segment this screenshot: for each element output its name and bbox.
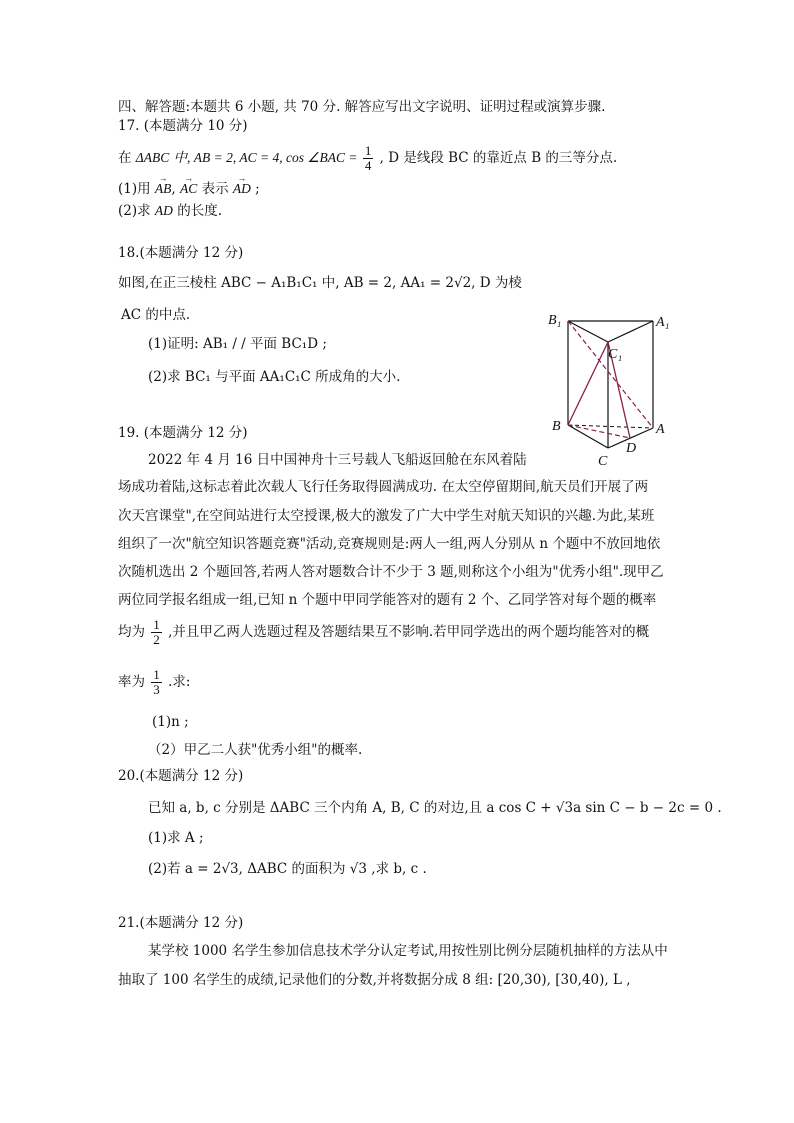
q17-part1-mid: 表示 (201, 181, 233, 197)
q19-third-numerator: 1 (153, 667, 160, 682)
prism-figure (540, 306, 680, 476)
label-c: C (598, 454, 608, 469)
q17-header: 17. (本题满分 10 分) (118, 118, 248, 134)
q19-fraction-half (151, 618, 162, 647)
label-d: D (626, 441, 637, 456)
q18-header: 18.(本题满分 12 分) (118, 245, 244, 261)
q17-stem-prefix: 在 (118, 150, 132, 166)
q17-part1-end: ; (255, 181, 260, 197)
vector-ac: → AC (180, 180, 197, 198)
q17-part2 (118, 202, 222, 220)
q19-half-denominator: 2 (153, 632, 160, 647)
q19-part2: （2）甲乙二人获"优秀小组"的概率. (148, 742, 363, 758)
q17-part1 (118, 180, 260, 198)
label-a1: A₁ (656, 315, 670, 330)
q19-line7 (118, 614, 649, 650)
q17-part2-prefix: (2)求 (118, 203, 155, 219)
q21-header: 21.(本题满分 12 分) (118, 915, 244, 931)
label-b: B (552, 419, 561, 434)
q19-line2: 场成功着陆,这标志着此次载人飞行任务取得圆满成功. 在太空停留期间,航天员们开展了两 (118, 479, 649, 495)
q20-header: 20.(本题满分 12 分) (118, 768, 244, 784)
q17-stem-middle: 中, AB = 2, AC = 4, cos ∠BAC = (173, 150, 361, 165)
edge-b-a-hidden (568, 425, 653, 428)
label-c1: C₁ (608, 347, 623, 362)
section-header: 四、解答题:本题共 6 小题, 共 70 分. 解答应写出文字说明、证明过程或演算步骤. (118, 99, 606, 115)
q19-fraction-third (151, 668, 162, 697)
q19-half-numerator: 1 (153, 617, 160, 632)
q17-stem-suffix: , D 是线段 BC 的靠近点 B 的三等分点. (379, 150, 618, 166)
q17-fraction (363, 144, 374, 173)
label-b1: B₁ (548, 313, 562, 328)
q18-part2: (2)求 BC₁ 与平面 AA₁C₁C 所成角的大小. (148, 369, 401, 385)
q19-header: 19. (本题满分 12 分) (118, 425, 248, 441)
q17-part1-prefix: (1)用 (118, 181, 151, 197)
q17-frac-numerator: 1 (364, 143, 372, 158)
q19-line6: 两位同学报名组成一组,已知 n 个题中甲同学能答对的题有 2 个、乙同学答对每个题的概率 (118, 592, 657, 608)
q19-part1: (1)n ; (152, 714, 189, 730)
q20-part2: (2)若 a = 2√3, ΔABC 的面积为 √3 ,求 b, c . (148, 861, 427, 877)
q19-line7-prefix: 均为 (118, 624, 145, 640)
edge-b1-c1 (568, 321, 608, 342)
q21-line2: 抽取了 100 名学生的成绩,记录他们的分数,并将数据分成 8 组: [20,30), [30,40), L , (118, 972, 631, 988)
q19-line4: 组织了一次"航空知识答题竞赛"活动,竞赛规则是:两人一组,两人分别从 n 个题中不放回地依 (118, 536, 661, 552)
q18-part1: (1)证明: AB₁ / / 平面 BC₁D ; (148, 336, 327, 352)
q17-stem-triangle: ΔABC (135, 150, 170, 165)
q19-line8-prefix: 率为 (118, 674, 145, 690)
vector-ab: → AB (155, 180, 172, 198)
edge-a1-c1 (608, 321, 653, 342)
q19-line5: 次随机选出 2 个题回答,若两人答对题数合计不少于 3 题,则称这个小组为"优秀小组".现甲乙 (118, 564, 664, 580)
q18-stem-line2: AC 的中点. (121, 307, 191, 323)
vector-ad: → AD (233, 180, 251, 198)
q18-stem-line1: 如图,在正三棱柱 ABC − A₁B₁C₁ 中, AB = 2, AA₁ = 2√2, D 为棱 (118, 275, 522, 291)
line-c1-b (568, 342, 608, 425)
q19-third-denominator: 3 (153, 682, 160, 697)
q19-line8-suffix: .求: (168, 674, 191, 690)
q20-part1: (1)求 A ; (148, 830, 204, 846)
q17-part1-comma: , (171, 181, 181, 197)
q17-part2-var: AD (154, 203, 173, 218)
q17-frac-denominator: 4 (364, 158, 372, 173)
q19-line1: 2022 年 4 月 16 日中国神舟十三号载人飞船返回舱在东风着陆 (148, 452, 527, 468)
q19-line3: 次天宫课堂",在空间站进行太空授课,极大的激发了广大中学生对航天知识的兴趣.为此,某班 (118, 508, 655, 524)
label-a: A (656, 422, 665, 437)
q19-line8 (118, 664, 190, 700)
q21-line1: 某学校 1000 名学生参加信息技术学分认定考试,用按性别比例分层随机抽样的方法从中 (148, 943, 668, 959)
q19-line7-suffix: ,并且甲乙两人选题过程及答题结果互不影响.若甲同学选出的两个题均能答对的概 (168, 624, 650, 640)
line-b1-a-dashed (568, 321, 653, 428)
q20-stem: 已知 a, b, c 分别是 ΔABC 三个内角 A, B, C 的对边,且 a cos C + √3a sin C − b − 2c = 0 . (148, 800, 722, 816)
q17-part2-suffix: 的长度. (177, 203, 223, 219)
edge-b-c (568, 425, 608, 448)
